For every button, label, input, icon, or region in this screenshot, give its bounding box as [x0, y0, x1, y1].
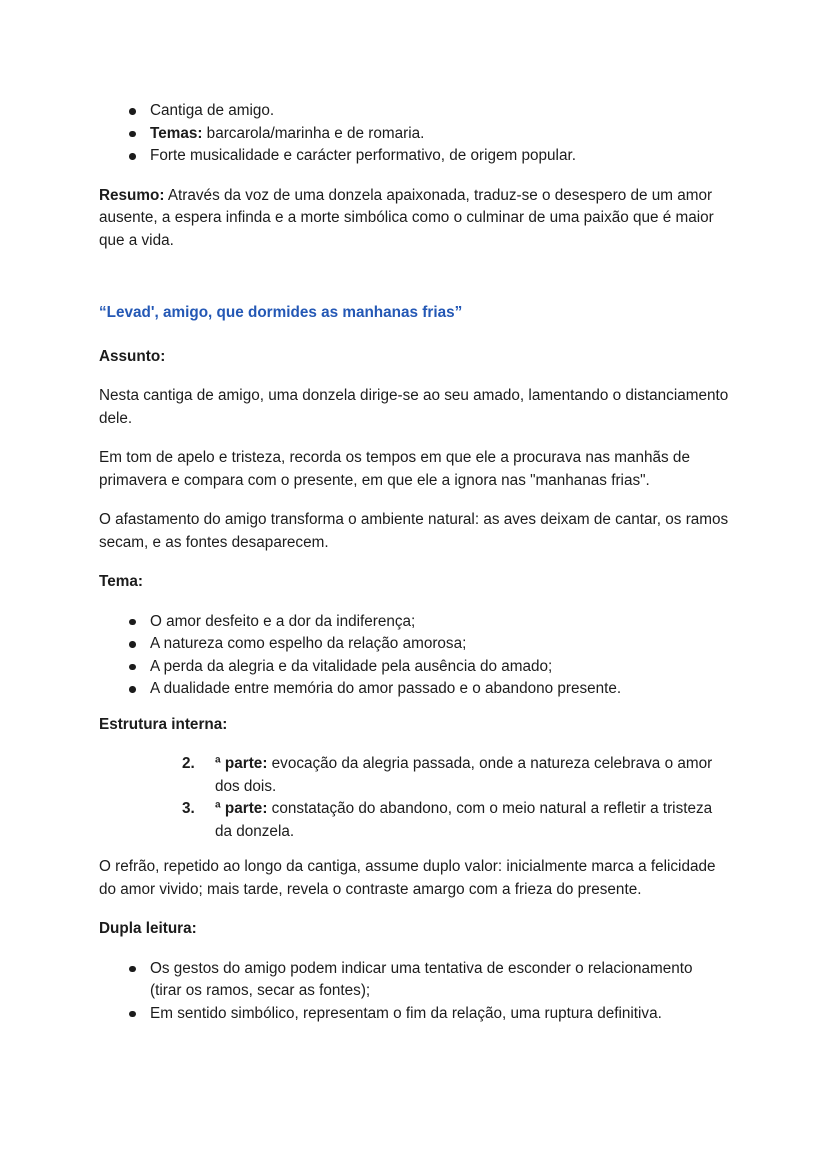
- bullet-text: A perda da alegria e da vitalidade pela ausência do amado;: [150, 657, 553, 675]
- dupla-bullet-list: [99, 958, 731, 1026]
- estrutura-numbered-list: [99, 753, 731, 843]
- bullet-item: [99, 633, 731, 656]
- item-lead: ª parte:: [215, 755, 268, 772]
- bullet-text: barcarola/marinha e de romaria.: [202, 124, 425, 142]
- bullet-item: [99, 1003, 731, 1026]
- song-title-heading: “Levad', amigo, que dormides as manhanas frias”: [99, 304, 463, 321]
- item-number: 3.: [182, 800, 195, 817]
- bullet-item: [99, 123, 731, 146]
- bullet-item: [99, 611, 731, 634]
- assunto-heading: Assunto:: [99, 347, 166, 365]
- resumo-text: Através da voz de uma donzela apaixonada, traduz-se o desespero de um amor ausente, a espera infinda e a morte simbólica como o culminar de uma paixão que é maior que a vida.: [99, 186, 714, 249]
- bullet-text: Os gestos do amigo podem indicar uma tentativa de esconder o relacionamento (tirar os ramos, secar as fontes);: [150, 959, 693, 999]
- dupla-leitura-heading: Dupla leitura:: [99, 920, 197, 937]
- tema-heading: Tema:: [99, 573, 143, 590]
- bullet-text: A dualidade entre memória do amor passado e o abandono presente.: [150, 680, 622, 697]
- bullet-text: Cantiga de amigo.: [150, 102, 275, 119]
- numbered-item: [99, 798, 731, 843]
- item-number: 2.: [182, 755, 195, 772]
- intro-bullet-list: [99, 100, 731, 168]
- resumo-label: Resumo:: [99, 186, 165, 204]
- item-lead: ª parte:: [215, 800, 268, 817]
- item-text: constatação do abandono, com o meio natural a refletir a tristeza da donzela.: [215, 800, 713, 840]
- assunto-paragraph: Em tom de apelo e tristeza, recorda os tempos em que ele a procurava nas manhãs de primavera e compara com o presente, em que ele a ignora nas "manhanas frias".: [99, 449, 690, 489]
- bullet-lead: Temas:: [150, 124, 203, 142]
- bullet-item: [99, 656, 731, 679]
- bullet-text: A natureza como espelho da relação amorosa;: [150, 635, 467, 652]
- bullet-item: [99, 145, 731, 168]
- bullet-item: [99, 958, 731, 1003]
- assunto-paragraph: Nesta cantiga de amigo, uma donzela dirige-se ao seu amado, lamentando o distanciamento dele.: [99, 387, 729, 427]
- bullet-text: O amor desfeito e a dor da indiferença;: [150, 612, 416, 630]
- bullet-text: Em sentido simbólico, representam o fim da relação, uma ruptura definitiva.: [150, 1004, 662, 1022]
- assunto-paragraph: O afastamento do amigo transforma o ambiente natural: as aves deixam de cantar, os ramos secam, e as fontes desaparecem.: [99, 511, 729, 551]
- item-text: evocação da alegria passada, onde a natureza celebrava o amor dos dois.: [215, 755, 713, 795]
- numbered-item: [99, 753, 731, 798]
- bullet-text: Forte musicalidade e carácter performativo, de origem popular.: [150, 147, 576, 164]
- resumo-paragraph: [99, 185, 731, 253]
- refrao-paragraph: O refrão, repetido ao longo da cantiga, assume duplo valor: inicialmente marca a felicidade do amor vivido; mais tarde, revela o contraste amargo com a frieza do presente.: [99, 858, 716, 898]
- estrutura-heading: Estrutura interna:: [99, 715, 228, 733]
- bullet-item: [99, 678, 731, 701]
- tema-bullet-list: [99, 611, 731, 701]
- bullet-item: [99, 100, 731, 123]
